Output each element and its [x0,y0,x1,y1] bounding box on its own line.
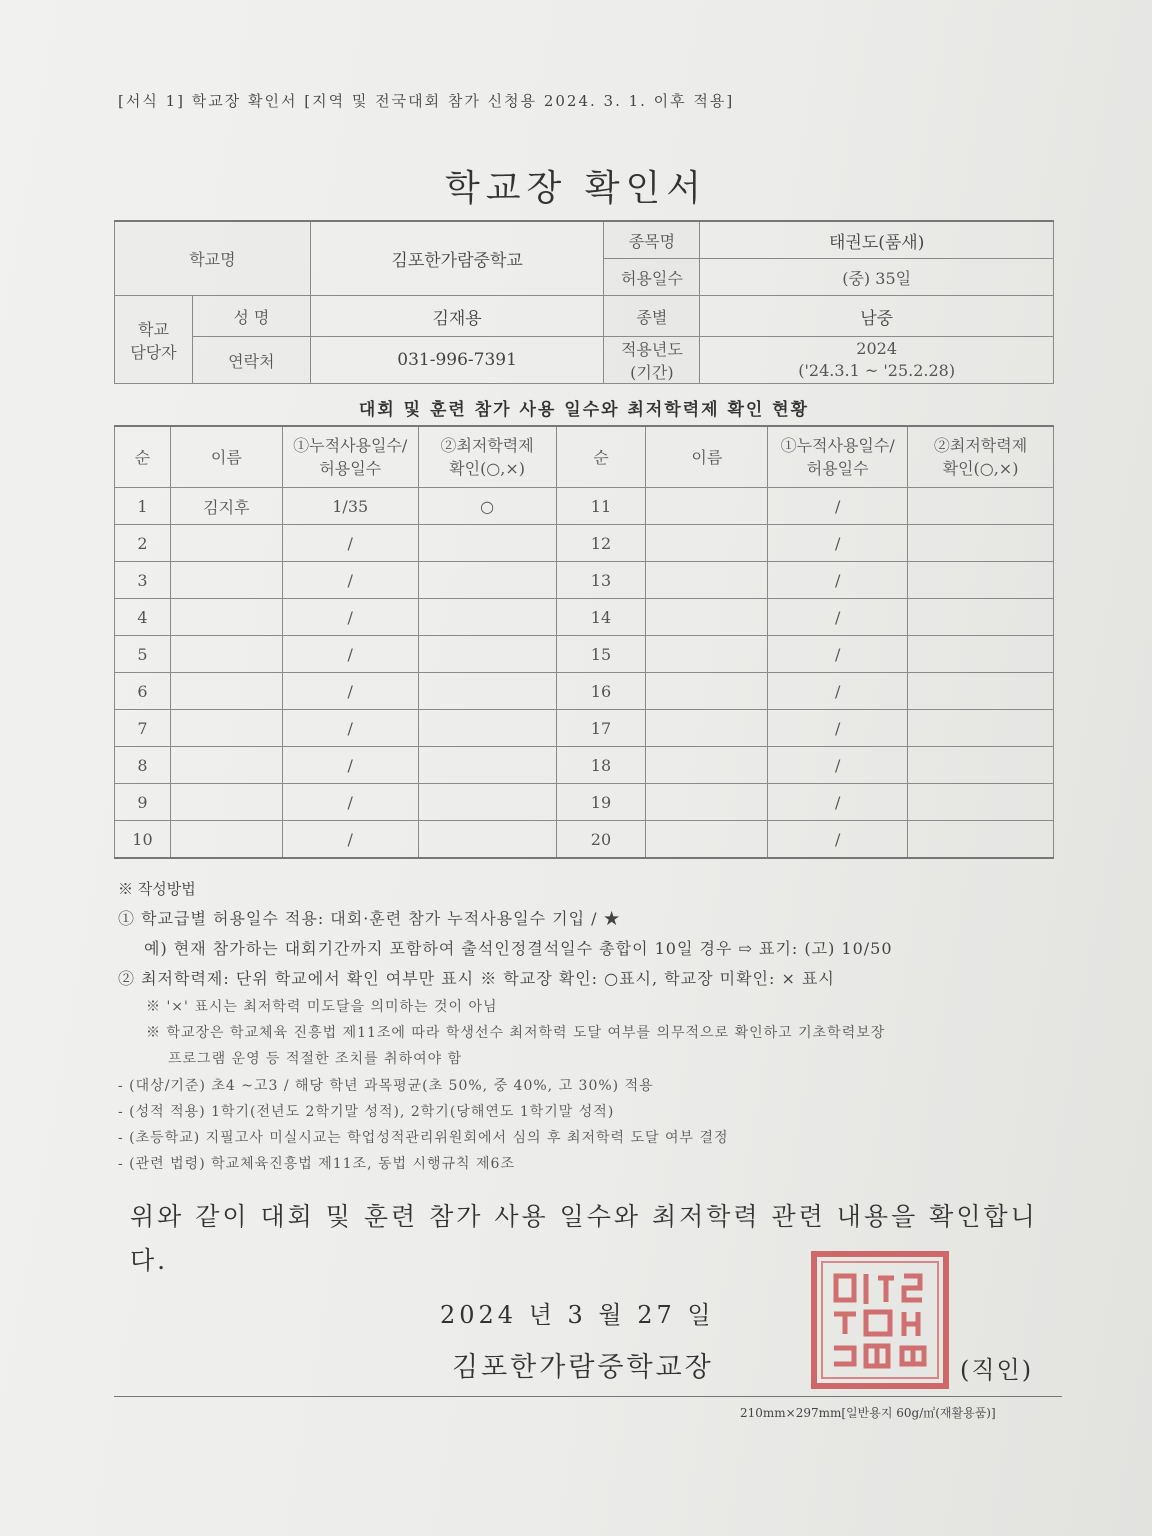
min-academic-check [908,710,1054,747]
min-academic-check [908,747,1054,784]
min-academic-check [418,562,556,599]
min-academic-check [418,673,556,710]
cumulative-days: / [282,599,418,636]
participant-name [170,636,282,673]
participant-name [170,673,282,710]
participant-name [170,784,282,821]
school-info-table [114,220,1054,384]
row-number: 2 [115,525,171,562]
note-line: - (성적 적용) 1학기(전년도 2학기말 성적), 2학기(당해연도 1학기말 성적) [118,1104,615,1120]
row-number: 19 [556,784,646,821]
table-row [115,599,1054,636]
cumulative-days: / [282,710,418,747]
note-line: - (관련 법령) 학교체육진흥법 제11조, 동법 시행규칙 제6조 [118,1156,515,1172]
manager-label: 학교 담당자 [115,296,193,384]
participant-name [646,821,768,859]
cumulative-days: / [768,636,908,673]
table-row [115,562,1054,599]
cumulative-days: / [768,562,908,599]
cumulative-days: / [768,488,908,525]
seal-label: (직인) [960,1356,1034,1384]
table-row [115,488,1054,525]
category-value: 남중 [700,296,1054,337]
header-num: 순 [556,426,646,488]
header-name: 이름 [170,426,282,488]
note-line: ② 최저학력제: 단위 학교에서 확인 여부만 표시 ※ 학교장 확인: ○표시, 학교장 미확인: × 표시 [118,969,835,988]
row-number: 9 [115,784,171,821]
participants-table [114,425,1054,859]
row-number: 1 [115,488,171,525]
issue-date: 2024 년 3 월 27 일 [440,1301,715,1329]
note-line: ① 학교급별 허용일수 적용: 대회·훈련 참가 누적사용일수 기입 / ★ [118,909,621,928]
principal-signature-name: 김포한가람중학교장 [452,1352,714,1383]
row-number: 14 [556,599,646,636]
table-row [115,710,1054,747]
paper-spec: 210mm×297mm[일반용지 60g/㎡(재활용품)] [740,1406,996,1420]
contact-value: 031-996-7391 [310,337,604,384]
min-academic-check [908,821,1054,859]
min-academic-check [908,525,1054,562]
form-header: [서식 1] 학교장 확인서 [지역 및 전국대회 참가 신청용 2024. 3. 1. 이후 적용] [118,92,735,110]
row-number: 4 [115,599,171,636]
row-number: 18 [556,747,646,784]
min-academic-check [908,673,1054,710]
min-academic-check [908,636,1054,673]
table-row [115,636,1054,673]
row-number: 15 [556,636,646,673]
participant-name [646,784,768,821]
row-number: 7 [115,710,171,747]
participant-name [646,525,768,562]
min-academic-check [908,488,1054,525]
min-academic-check [418,784,556,821]
min-academic-check [908,562,1054,599]
year-value: 2024 ('24.3.1 ~ '25.2.28) [700,337,1054,384]
row-number: 8 [115,747,171,784]
row-number: 5 [115,636,171,673]
table-row [115,747,1054,784]
participant-name [170,710,282,747]
min-academic-check [418,525,556,562]
cumulative-days: / [282,747,418,784]
cumulative-days: / [768,525,908,562]
header-check: ②최저학력제 확인(○,×) [908,426,1054,488]
participant-name: 김지후 [170,488,282,525]
note-line: ※ '×' 표시는 최저학력 미도달을 의미하는 것이 아님 [146,999,498,1015]
participant-name [646,636,768,673]
cumulative-days: / [768,784,908,821]
note-line: ※ 학교장은 학교체육 진흥법 제11조에 따라 학생선수 최저학력 도달 여부를 의무적으로 확인하고 기초학력보장 [146,1025,886,1041]
header-days: ①누적사용일수/ 허용일수 [282,426,418,488]
event-label: 종목명 [604,221,700,259]
header-num: 순 [115,426,171,488]
row-number: 16 [556,673,646,710]
row-number: 17 [556,710,646,747]
cumulative-days: 1/35 [282,488,418,525]
note-line: 예) 현재 참가하는 대회기간까지 포함하여 출석인정결석일수 총합이 10일 경우 ⇨ 표기: (고) 10/50 [144,939,893,958]
participant-name [646,710,768,747]
allowed-days-value: (중) 35일 [700,259,1054,296]
participant-name [646,673,768,710]
min-academic-check [418,747,556,784]
category-label: 종별 [604,296,700,337]
cumulative-days: / [768,710,908,747]
table-row [115,821,1054,859]
min-academic-check [908,784,1054,821]
participant-name [646,747,768,784]
row-number: 12 [556,525,646,562]
cumulative-days: / [768,599,908,636]
participant-name [170,747,282,784]
status-title: 대회 및 훈련 참가 사용 일수와 최저학력제 확인 현황 [358,400,810,420]
header-check: ②최저학력제 확인(○,×) [418,426,556,488]
row-number: 20 [556,821,646,859]
allowed-days-label: 허용일수 [604,259,700,296]
contact-label: 연락처 [192,337,310,384]
cumulative-days: / [768,673,908,710]
document-title: 학교장 확인서 [444,168,708,209]
cumulative-days: / [282,562,418,599]
cumulative-days: / [282,673,418,710]
table-row [115,784,1054,821]
participant-name [646,599,768,636]
participant-name [170,562,282,599]
bottom-divider [114,1396,1062,1397]
official-seal-stamp [808,1248,952,1392]
person-name-label: 성 명 [192,296,310,337]
participant-name [170,599,282,636]
person-name-value: 김재용 [310,296,604,337]
cumulative-days: / [282,636,418,673]
notes-heading: ※ 작성방법 [118,880,196,898]
school-name-label: 학교명 [115,221,311,296]
confirmation-statement: 위와 같이 대회 및 훈련 참가 사용 일수와 최저학력 관련 내용을 확인합니다. [130,1202,1038,1275]
participant-name [646,562,768,599]
school-name-value: 김포한가람중학교 [310,221,604,296]
row-number: 6 [115,673,171,710]
cumulative-days: / [282,525,418,562]
cumulative-days: / [768,821,908,859]
row-number: 3 [115,562,171,599]
cumulative-days: / [282,821,418,859]
note-line: - (초등학교) 지필고사 미실시교는 학업성적관리위원회에서 심의 후 최저학력 도달 여부 결정 [118,1130,729,1146]
note-line: - (대상/기준) 초4 ~고3 / 해당 학년 과목평균(초 50%, 중 40%, 고 30%) 적용 [118,1078,654,1094]
table-row [115,525,1054,562]
cumulative-days: / [768,747,908,784]
min-academic-check [418,821,556,859]
min-academic-check: ○ [418,488,556,525]
row-number: 10 [115,821,171,859]
min-academic-check [418,599,556,636]
row-number: 11 [556,488,646,525]
participant-name [170,525,282,562]
year-label: 적용년도 (기간) [604,337,700,384]
event-value: 태권도(품새) [700,221,1054,259]
table-row [115,673,1054,710]
participant-name [170,821,282,859]
participant-name [646,488,768,525]
min-academic-check [418,710,556,747]
cumulative-days: / [282,784,418,821]
row-number: 13 [556,562,646,599]
header-days: ①누적사용일수/ 허용일수 [768,426,908,488]
min-academic-check [908,599,1054,636]
min-academic-check [418,636,556,673]
note-line: 프로그램 운영 등 적절한 조치를 취하여야 함 [168,1051,463,1067]
header-name: 이름 [646,426,768,488]
